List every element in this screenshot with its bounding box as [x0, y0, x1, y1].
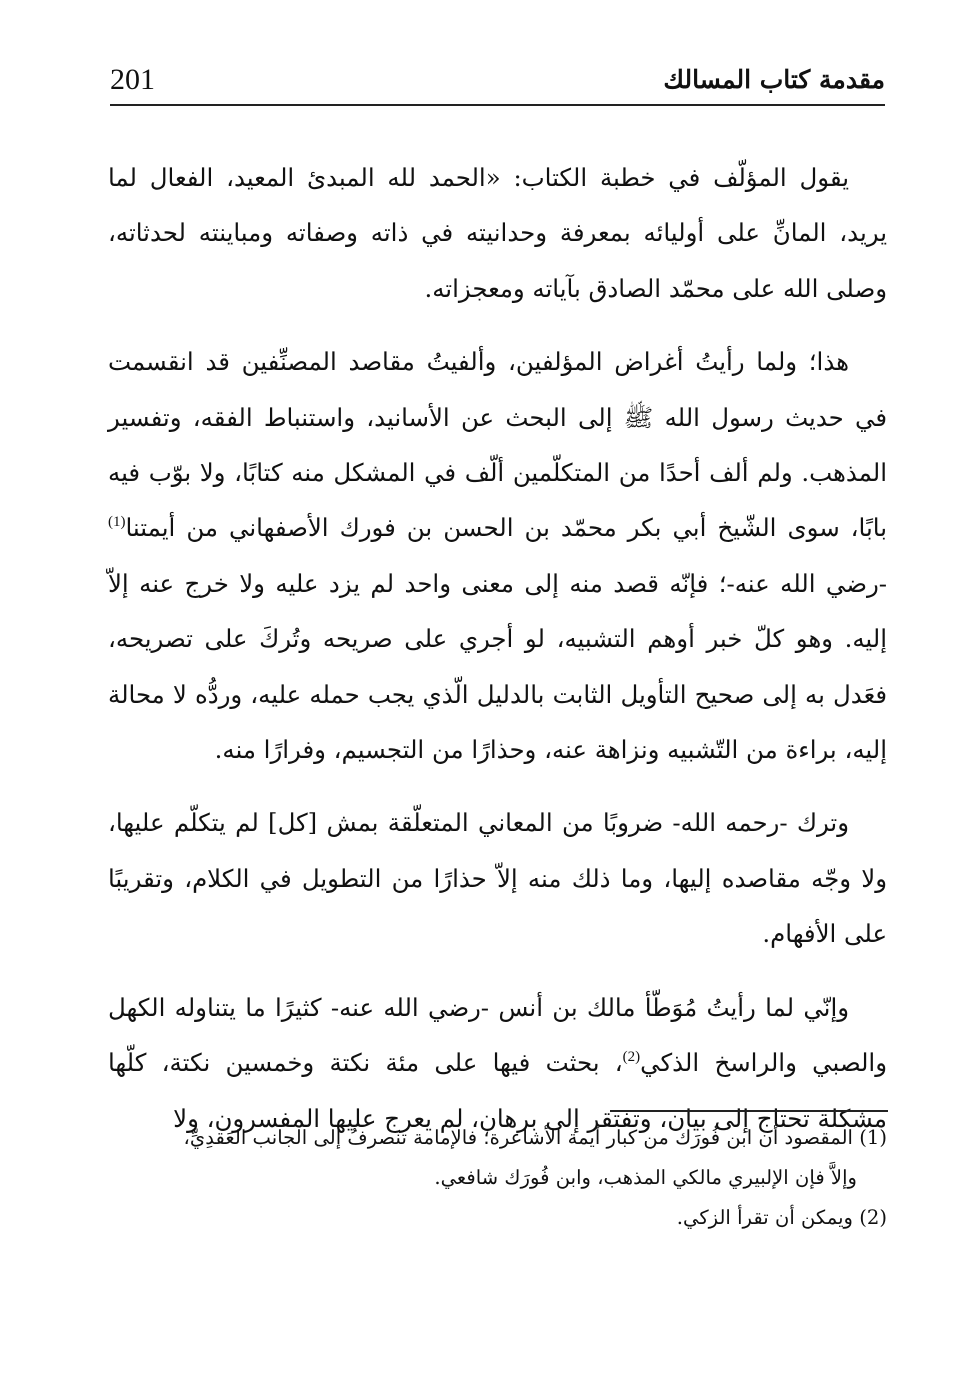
footnote-text: (2) ويمكن أن تقرأ الزكي.: [676, 1206, 887, 1229]
paragraph-text: ، بحثت فيها على مئة نكتة وخمسين نكتة، كلّها مشكلة تحتاج إلى بيان، وتفتقر إلى برهان، لم يعرج عليها المفسرون، ولا: [108, 1048, 887, 1133]
paragraph-text: -رضي الله عنه-؛ فإنّه قصد منه إلى معنى واحد لم يزد عليه ولا خرج عنه إلاّ إليه. وهو كلّ خبر أوهم التشبيه، لو أجري على صريحه وتُركَ على تصريحه، فعَدل به إلى صحيح التأويل الثابت بالدليل الّذي يجب حمله عليه، وردُّه لا محالة إليه، براءة من التّشبيه ونزاهة عنه، وحذارًا من التجسيم، وفرارًا منه.: [108, 568, 887, 765]
footnote-1-continuation: [108, 1158, 887, 1198]
running-title: مقدمة كتاب المسالك: [663, 65, 885, 94]
footnote-ref-1: (1): [108, 514, 126, 531]
paragraph-text: وإنّي لما رأيتُ مُوَطّأ مالك بن أنس -رضي الله عنه- كثيرًا ما يتناوله الكهل والصبي والراسخ الذكي: [108, 992, 887, 1078]
paragraph-2: [108, 334, 887, 777]
footnote-2: [108, 1198, 887, 1238]
footnote-1: [108, 1118, 887, 1158]
footnote-ref-2: (2): [622, 1049, 641, 1066]
footnote-divider: [610, 1110, 888, 1112]
footnote-text: (1) المقصود أن ابن فُورَك من كبار أيمة الأشاعرة؛ فالإمامة تنصرفُ إلى الجانب العَقدِيِّ،: [183, 1126, 887, 1149]
main-text: [108, 150, 887, 1164]
paragraph-text: هذا؛ ولما رأيتُ أغراض المؤلفين، وألفيتُ مقاصد المصنِّفين قد انقسمت في حديث رسول الله ﷺ إلى البحث عن الأسانيد، واستنباط الفقه، وتفسير المذهب. ولم ألف أحدًا من المتكلّمين ألّف في المشكل منه كتابًا، ولا بوّب فيه بابًا، سوى الشّيخ أبي بكر محمّد بن الحسن بن فورك الأصفهاني من أيمتنا: [108, 347, 887, 543]
page-header: [110, 58, 885, 106]
paragraph-text: وترك -رحمه الله- ضروبًا من المعاني المتعلّقة بمش [كل] لم يتكلّم عليها، ولا وجّه مقاصده إليها، وما ذلك منه إلاّ حذارًا من التطويل في الكلام، وتقريبًا على الأفهام.: [108, 808, 887, 949]
page-number: 201: [110, 63, 155, 96]
paragraph-3: [108, 795, 887, 961]
footnote-text: وإلاَّ فإن الإلبيري مالكي المذهب، وابن فُورَك شافعي.: [434, 1166, 857, 1189]
footnotes: [108, 1118, 887, 1238]
paragraph-1: [108, 150, 887, 316]
paragraph-text: يقول المؤلّف في خطبة الكتاب: «الحمد لله المبدئ المعيد، الفعال لما يريد، المانِّ على أوليائه بمعرفة وحدانيته في ذاته وصفاته ومباينته لحدثاته، وصلى الله على محمّد الصادق بآياته ومعجزاته.: [108, 163, 887, 303]
